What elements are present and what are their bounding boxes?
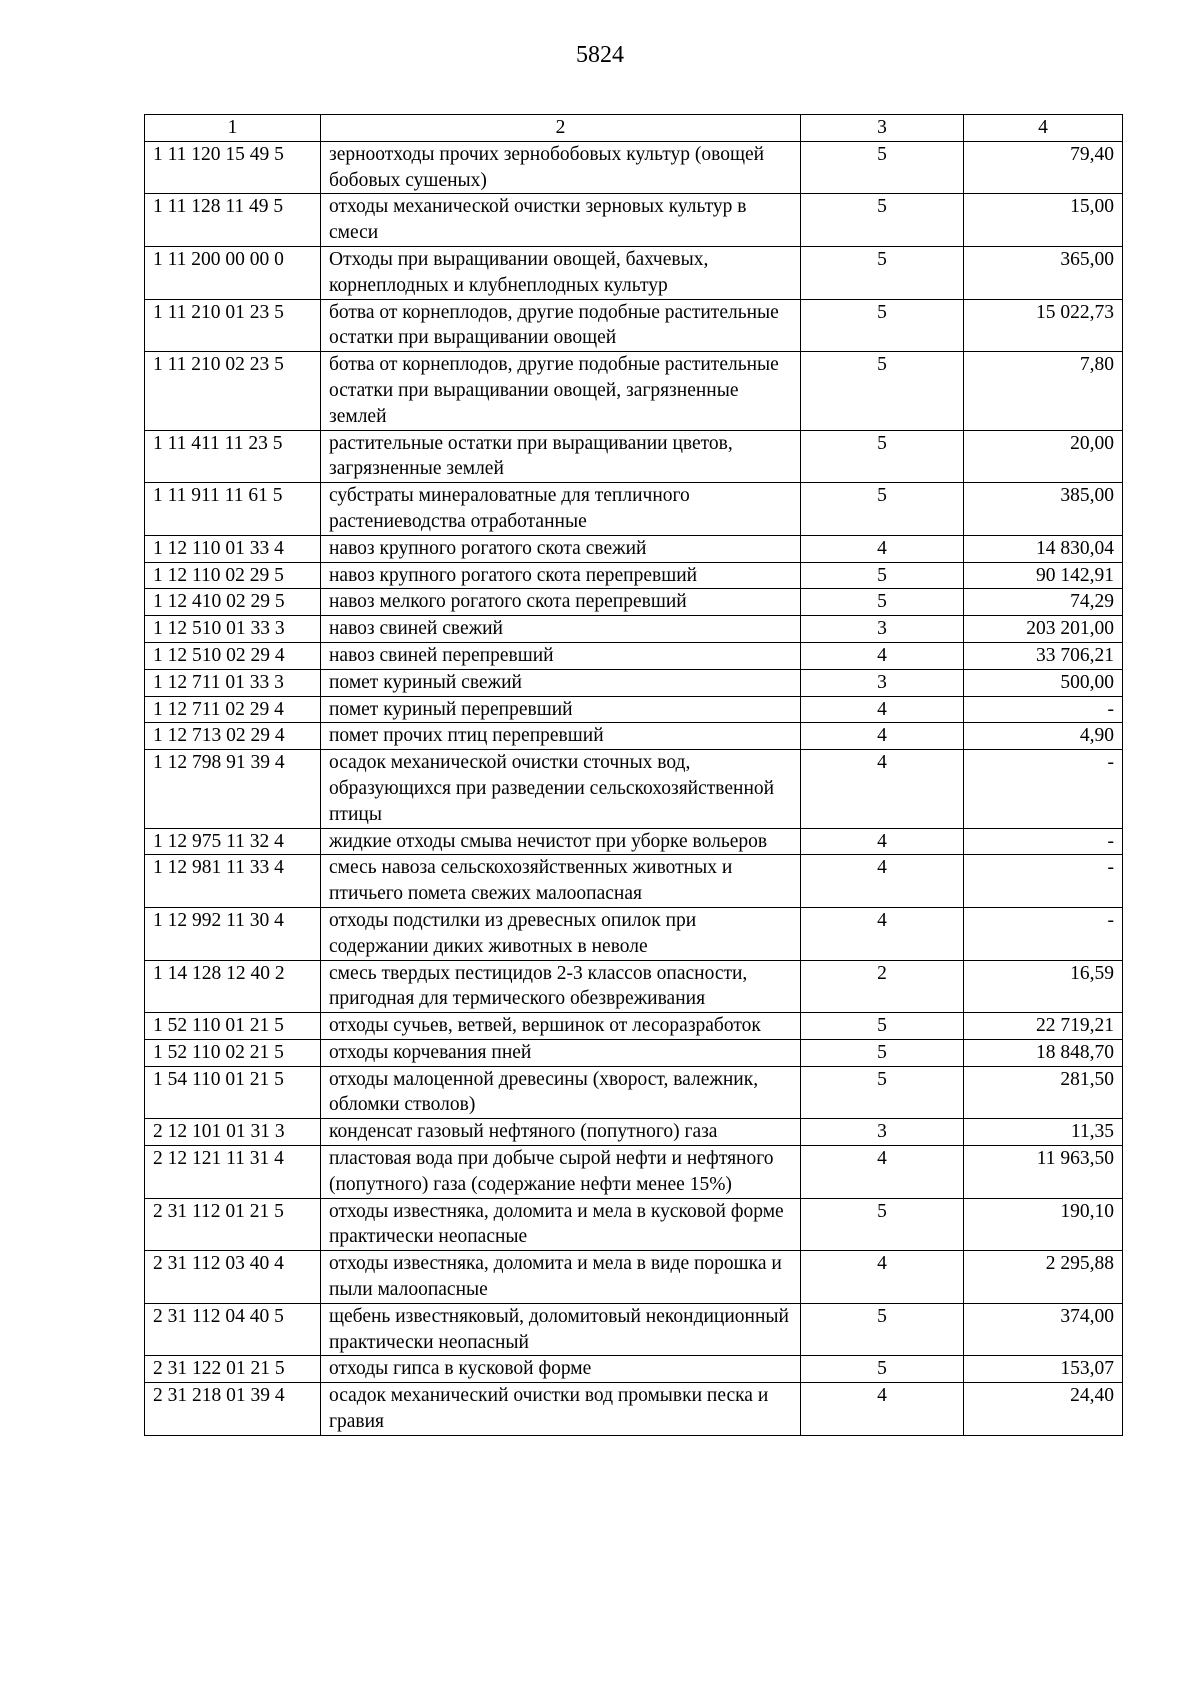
- hazard-class-cell: 5: [801, 430, 964, 483]
- waste-code-cell: 1 12 981 11 33 4: [145, 855, 321, 908]
- waste-name-cell: отходы известняка, доломита и мела в виде порошка и пыли малоопасные: [321, 1251, 801, 1304]
- table-row: [145, 299, 1123, 352]
- amount-cell: 190,10: [964, 1198, 1123, 1251]
- hazard-class-cell: 4: [801, 907, 964, 960]
- waste-code-cell: 1 11 210 02 23 5: [145, 352, 321, 430]
- amount-cell: 20,00: [964, 430, 1123, 483]
- waste-name-cell: отходы гипса в кусковой форме: [321, 1356, 801, 1383]
- table-row: [145, 1356, 1123, 1383]
- waste-name-cell: смесь навоза сельскохозяйственных животных и птичьего помета свежих малоопасная: [321, 855, 801, 908]
- amount-cell: 385,00: [964, 483, 1123, 536]
- amount-cell: 11,35: [964, 1119, 1123, 1146]
- hazard-class-cell: 5: [801, 352, 964, 430]
- table-row: [145, 1198, 1123, 1251]
- waste-name-cell: растительные остатки при выращивании цветов, загрязненные землей: [321, 430, 801, 483]
- waste-name-cell: отходы механической очистки зерновых культур в смеси: [321, 194, 801, 247]
- waste-name-cell: осадок механической очистки сточных вод, образующихся при разведении сельскохозяйственной птицы: [321, 750, 801, 828]
- table-row: [145, 828, 1123, 855]
- table-row: [145, 589, 1123, 616]
- waste-code-cell: 2 12 101 01 31 3: [145, 1119, 321, 1146]
- amount-cell: 281,50: [964, 1066, 1123, 1119]
- waste-name-cell: навоз свиней перепревший: [321, 642, 801, 669]
- amount-cell: -: [964, 750, 1123, 828]
- table-header-row: [145, 115, 1123, 142]
- table-row: [145, 723, 1123, 750]
- waste-name-cell: навоз крупного рогатого скота свежий: [321, 535, 801, 562]
- table-row: [145, 855, 1123, 908]
- waste-name-cell: субстраты минераловатные для тепличного растениеводства отработанные: [321, 483, 801, 536]
- hazard-class-cell: 4: [801, 723, 964, 750]
- waste-code-cell: 1 11 128 11 49 5: [145, 194, 321, 247]
- waste-name-cell: пластовая вода при добыче сырой нефти и нефтяного (попутного) газа (содержание нефти менее 15%): [321, 1146, 801, 1199]
- waste-name-cell: отходы сучьев, ветвей, вершинок от лесоразработок: [321, 1013, 801, 1040]
- hazard-class-cell: 5: [801, 1066, 964, 1119]
- table-row: [145, 1383, 1123, 1436]
- amount-cell: 7,80: [964, 352, 1123, 430]
- hazard-class-cell: 5: [801, 589, 964, 616]
- waste-code-cell: 2 31 112 03 40 4: [145, 1251, 321, 1304]
- hazard-class-cell: 5: [801, 1013, 964, 1040]
- waste-name-cell: навоз свиней свежий: [321, 616, 801, 643]
- table-row: [145, 430, 1123, 483]
- amount-cell: 11 963,50: [964, 1146, 1123, 1199]
- table-row: [145, 669, 1123, 696]
- table-row: [145, 1039, 1123, 1066]
- waste-code-cell: 1 12 410 02 29 5: [145, 589, 321, 616]
- hazard-class-cell: 4: [801, 1383, 964, 1436]
- hazard-class-cell: 2: [801, 960, 964, 1013]
- waste-code-cell: 2 31 122 01 21 5: [145, 1356, 321, 1383]
- waste-name-cell: осадок механический очистки вод промывки песка и гравия: [321, 1383, 801, 1436]
- waste-name-cell: помет прочих птиц перепревший: [321, 723, 801, 750]
- waste-name-cell: зерноотходы прочих зернобобовых культур (овощей бобовых сушеных): [321, 141, 801, 194]
- amount-cell: 14 830,04: [964, 535, 1123, 562]
- hazard-class-cell: 4: [801, 828, 964, 855]
- waste-name-cell: ботва от корнеплодов, другие подобные растительные остатки при выращивании овощей: [321, 299, 801, 352]
- page-number: 5824: [576, 42, 624, 68]
- waste-code-cell: 1 12 992 11 30 4: [145, 907, 321, 960]
- hazard-class-cell: 5: [801, 299, 964, 352]
- hazard-class-cell: 4: [801, 535, 964, 562]
- table-row: [145, 1066, 1123, 1119]
- waste-code-cell: 1 12 711 02 29 4: [145, 696, 321, 723]
- column-header-3: 3: [801, 115, 964, 142]
- amount-cell: 203 201,00: [964, 616, 1123, 643]
- hazard-class-cell: 5: [801, 483, 964, 536]
- waste-name-cell: отходы корчевания пней: [321, 1039, 801, 1066]
- amount-cell: 153,07: [964, 1356, 1123, 1383]
- hazard-class-cell: 4: [801, 750, 964, 828]
- amount-cell: 24,40: [964, 1383, 1123, 1436]
- waste-name-cell: ботва от корнеплодов, другие подобные растительные остатки при выращивании овощей, загрязненные землей: [321, 352, 801, 430]
- waste-name-cell: отходы малоценной древесины (хворост, валежник, обломки стволов): [321, 1066, 801, 1119]
- amount-cell: 22 719,21: [964, 1013, 1123, 1040]
- table-row: [145, 194, 1123, 247]
- table-row: [145, 696, 1123, 723]
- hazard-class-cell: 5: [801, 1039, 964, 1066]
- hazard-class-cell: 3: [801, 616, 964, 643]
- amount-cell: 79,40: [964, 141, 1123, 194]
- hazard-class-cell: 5: [801, 562, 964, 589]
- waste-name-cell: конденсат газовый нефтяного (попутного) газа: [321, 1119, 801, 1146]
- waste-name-cell: помет куриный свежий: [321, 669, 801, 696]
- amount-cell: 374,00: [964, 1303, 1123, 1356]
- table-row: [145, 960, 1123, 1013]
- waste-table: [144, 114, 1123, 1436]
- waste-code-cell: 1 52 110 02 21 5: [145, 1039, 321, 1066]
- table-row: [145, 562, 1123, 589]
- amount-cell: 15,00: [964, 194, 1123, 247]
- waste-name-cell: жидкие отходы смыва нечистот при уборке вольеров: [321, 828, 801, 855]
- table-row: [145, 1146, 1123, 1199]
- waste-name-cell: навоз мелкого рогатого скота перепревший: [321, 589, 801, 616]
- amount-cell: -: [964, 696, 1123, 723]
- waste-code-cell: 1 14 128 12 40 2: [145, 960, 321, 1013]
- hazard-class-cell: 4: [801, 855, 964, 908]
- waste-code-cell: 1 12 110 02 29 5: [145, 562, 321, 589]
- waste-code-cell: 1 12 110 01 33 4: [145, 535, 321, 562]
- table-row: [145, 1251, 1123, 1304]
- amount-cell: 74,29: [964, 589, 1123, 616]
- amount-cell: 2 295,88: [964, 1251, 1123, 1304]
- hazard-class-cell: 4: [801, 1146, 964, 1199]
- column-header-4: 4: [964, 115, 1123, 142]
- table-row: [145, 616, 1123, 643]
- hazard-class-cell: 5: [801, 1198, 964, 1251]
- waste-code-cell: 1 11 200 00 00 0: [145, 246, 321, 299]
- hazard-class-cell: 5: [801, 141, 964, 194]
- waste-code-cell: 1 11 210 01 23 5: [145, 299, 321, 352]
- waste-code-cell: 1 12 798 91 39 4: [145, 750, 321, 828]
- table-row: [145, 750, 1123, 828]
- column-header-1: 1: [145, 115, 321, 142]
- amount-cell: 15 022,73: [964, 299, 1123, 352]
- amount-cell: 500,00: [964, 669, 1123, 696]
- hazard-class-cell: 5: [801, 1356, 964, 1383]
- waste-code-cell: 2 31 112 01 21 5: [145, 1198, 321, 1251]
- hazard-class-cell: 4: [801, 696, 964, 723]
- amount-cell: 365,00: [964, 246, 1123, 299]
- waste-code-cell: 1 11 120 15 49 5: [145, 141, 321, 194]
- amount-cell: -: [964, 855, 1123, 908]
- amount-cell: -: [964, 907, 1123, 960]
- table-row: [145, 141, 1123, 194]
- table-row: [145, 246, 1123, 299]
- amount-cell: 18 848,70: [964, 1039, 1123, 1066]
- waste-code-cell: 1 54 110 01 21 5: [145, 1066, 321, 1119]
- waste-name-cell: отходы известняка, доломита и мела в кусковой форме практически неопасные: [321, 1198, 801, 1251]
- waste-name-cell: навоз крупного рогатого скота перепревший: [321, 562, 801, 589]
- waste-name-cell: смесь твердых пестицидов 2-3 классов опасности, пригодная для термического обезвреживания: [321, 960, 801, 1013]
- hazard-class-cell: 3: [801, 669, 964, 696]
- waste-code-cell: 2 31 112 04 40 5: [145, 1303, 321, 1356]
- column-header-2: 2: [321, 115, 801, 142]
- waste-name-cell: Отходы при выращивании овощей, бахчевых, корнеплодных и клубнеплодных культур: [321, 246, 801, 299]
- waste-code-cell: 1 12 711 01 33 3: [145, 669, 321, 696]
- table-row: [145, 1303, 1123, 1356]
- hazard-class-cell: 5: [801, 194, 964, 247]
- table-row: [145, 1013, 1123, 1040]
- waste-code-cell: 1 12 975 11 32 4: [145, 828, 321, 855]
- hazard-class-cell: 4: [801, 1251, 964, 1304]
- waste-name-cell: отходы подстилки из древесных опилок при содержании диких животных в неволе: [321, 907, 801, 960]
- amount-cell: 16,59: [964, 960, 1123, 1013]
- table-row: [145, 907, 1123, 960]
- amount-cell: 90 142,91: [964, 562, 1123, 589]
- waste-code-cell: 1 12 713 02 29 4: [145, 723, 321, 750]
- waste-name-cell: помет куриный перепревший: [321, 696, 801, 723]
- waste-code-cell: 2 31 218 01 39 4: [145, 1383, 321, 1436]
- table-row: [145, 1119, 1123, 1146]
- waste-code-cell: 1 11 411 11 23 5: [145, 430, 321, 483]
- table-row: [145, 352, 1123, 430]
- waste-code-cell: 1 12 510 02 29 4: [145, 642, 321, 669]
- table-body: [145, 141, 1123, 1435]
- waste-code-cell: 1 52 110 01 21 5: [145, 1013, 321, 1040]
- waste-code-cell: 1 12 510 01 33 3: [145, 616, 321, 643]
- hazard-class-cell: 5: [801, 1303, 964, 1356]
- hazard-class-cell: 3: [801, 1119, 964, 1146]
- amount-cell: 33 706,21: [964, 642, 1123, 669]
- table-row: [145, 642, 1123, 669]
- waste-code-cell: 1 11 911 11 61 5: [145, 483, 321, 536]
- waste-name-cell: щебень известняковый, доломитовый некондиционный практически неопасный: [321, 1303, 801, 1356]
- amount-cell: 4,90: [964, 723, 1123, 750]
- table-row: [145, 483, 1123, 536]
- table-row: [145, 535, 1123, 562]
- amount-cell: -: [964, 828, 1123, 855]
- waste-code-cell: 2 12 121 11 31 4: [145, 1146, 321, 1199]
- hazard-class-cell: 5: [801, 246, 964, 299]
- hazard-class-cell: 4: [801, 642, 964, 669]
